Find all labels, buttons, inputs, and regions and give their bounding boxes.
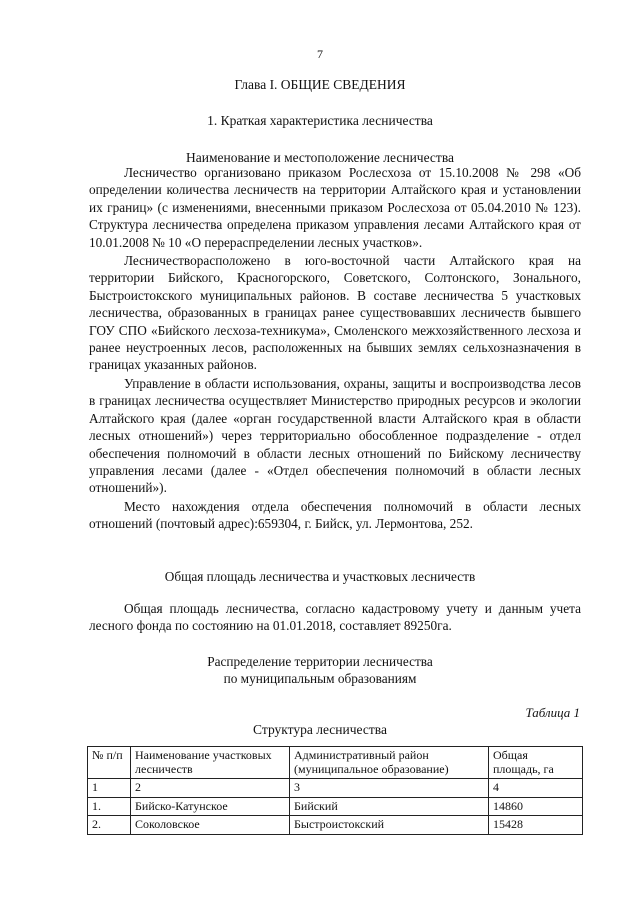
- paragraph-address: Место нахождения отдела обеспечения полномочий в области лесных отношений (почтовый адрес):659304, г. Бийск, ул. Лермонтова, 252.: [89, 498, 581, 532]
- table-caption: Таблица 1: [525, 705, 580, 720]
- cell-area: 4: [489, 779, 583, 798]
- subsection-distribution-line2: по муниципальным образованиям: [223, 671, 417, 686]
- cell-number: 1: [88, 779, 131, 798]
- subsection-distribution: [0, 653, 640, 687]
- chapter-title: Глава I. ОБЩИЕ СВЕДЕНИЯ: [234, 77, 406, 92]
- cell-forestry-name: Соколовское: [131, 816, 290, 835]
- section-title: 1. Краткая характеристика лесничества: [207, 113, 433, 128]
- header-number: № п/п: [88, 747, 131, 779]
- structure-table: [87, 746, 583, 835]
- table-title: Структура лесничества: [253, 722, 387, 737]
- cell-forestry-name: Бийско-Катунское: [131, 797, 290, 816]
- table-row: [88, 779, 583, 798]
- cell-number: 2.: [88, 816, 131, 835]
- cell-area: 14860: [489, 797, 583, 816]
- cell-district: Бийский: [290, 797, 489, 816]
- subsection-area: Общая площадь лесничества и участковых лесничеств: [164, 569, 476, 584]
- table-row: [88, 816, 583, 835]
- cell-area: 15428: [489, 816, 583, 835]
- page-number: 7: [317, 47, 323, 61]
- subsection-name-location: Наименование и местоположение лесничества: [185, 150, 455, 165]
- paragraph-establishment: Лесничество организовано приказом Рослесхоза от 15.10.2008 № 298 «Об определении количества лесничеств на территории Алтайского края и установлении их границ» (с изменениями, внесенными приказом Рослесхоза от 05.04.2010 № 123). Структура лесничества определена приказом управления лесами Алтайского края от 10.01.2008 № 10 «О перераспределении лесных участков».: [89, 165, 581, 250]
- header-area: Общая площадь, га: [489, 747, 583, 779]
- paragraph-management: Управление в области использования, охраны, защиты и воспроизводства лесов в границах лесничества осуществляет Министерство природных ресурсов и экологии Алтайского края (далее «орган государственной власти Алтайского края в области лесных отношений») через территориально обособленное подразделение - отдел обеспечения полномочий в области лесных отношений по Бийскому лесничеству управления лесами (далее - «Отдел обеспечения полномочий в области лесных отношений»).: [89, 375, 581, 496]
- table-row: [88, 797, 583, 816]
- cell-forestry-name: 2: [131, 779, 290, 798]
- cell-number: 1.: [88, 797, 131, 816]
- table-header-row: [88, 747, 583, 779]
- header-district: Административный район (муниципальное образование): [290, 747, 489, 779]
- cell-district: 3: [290, 779, 489, 798]
- subsection-distribution-line1: Распределение территории лесничества: [207, 654, 433, 669]
- section-area-body: [89, 600, 581, 635]
- header-forestry-name: Наименование участковых лесничеств: [131, 747, 290, 779]
- paragraph-location: Лесничестворасположено в юго-восточной части Алтайского края на территории Бийского, Красногорского, Советского, Солтонского, Зонального, Быстроистокского муниципальных районов. В составе лесничества 5 участковых лесничества, образованных в границах ранее существовавших лесничеств бывшего ГОУ СПО «Бийского лесхоза-техникума», Смоленского межхозяйственного лесхоза и ранее неустроенных лесов, расположенных на бывших землях сельхозназначения в границах указанных районов.: [89, 253, 581, 373]
- section-1-body: [89, 164, 581, 533]
- cell-district: Быстроистокский: [290, 816, 489, 835]
- paragraph-area: Общая площадь лесничества, согласно кадастровому учету и данным учета лесного фонда по состоянию на 01.01.2018, составляет 89250га.: [89, 601, 581, 634]
